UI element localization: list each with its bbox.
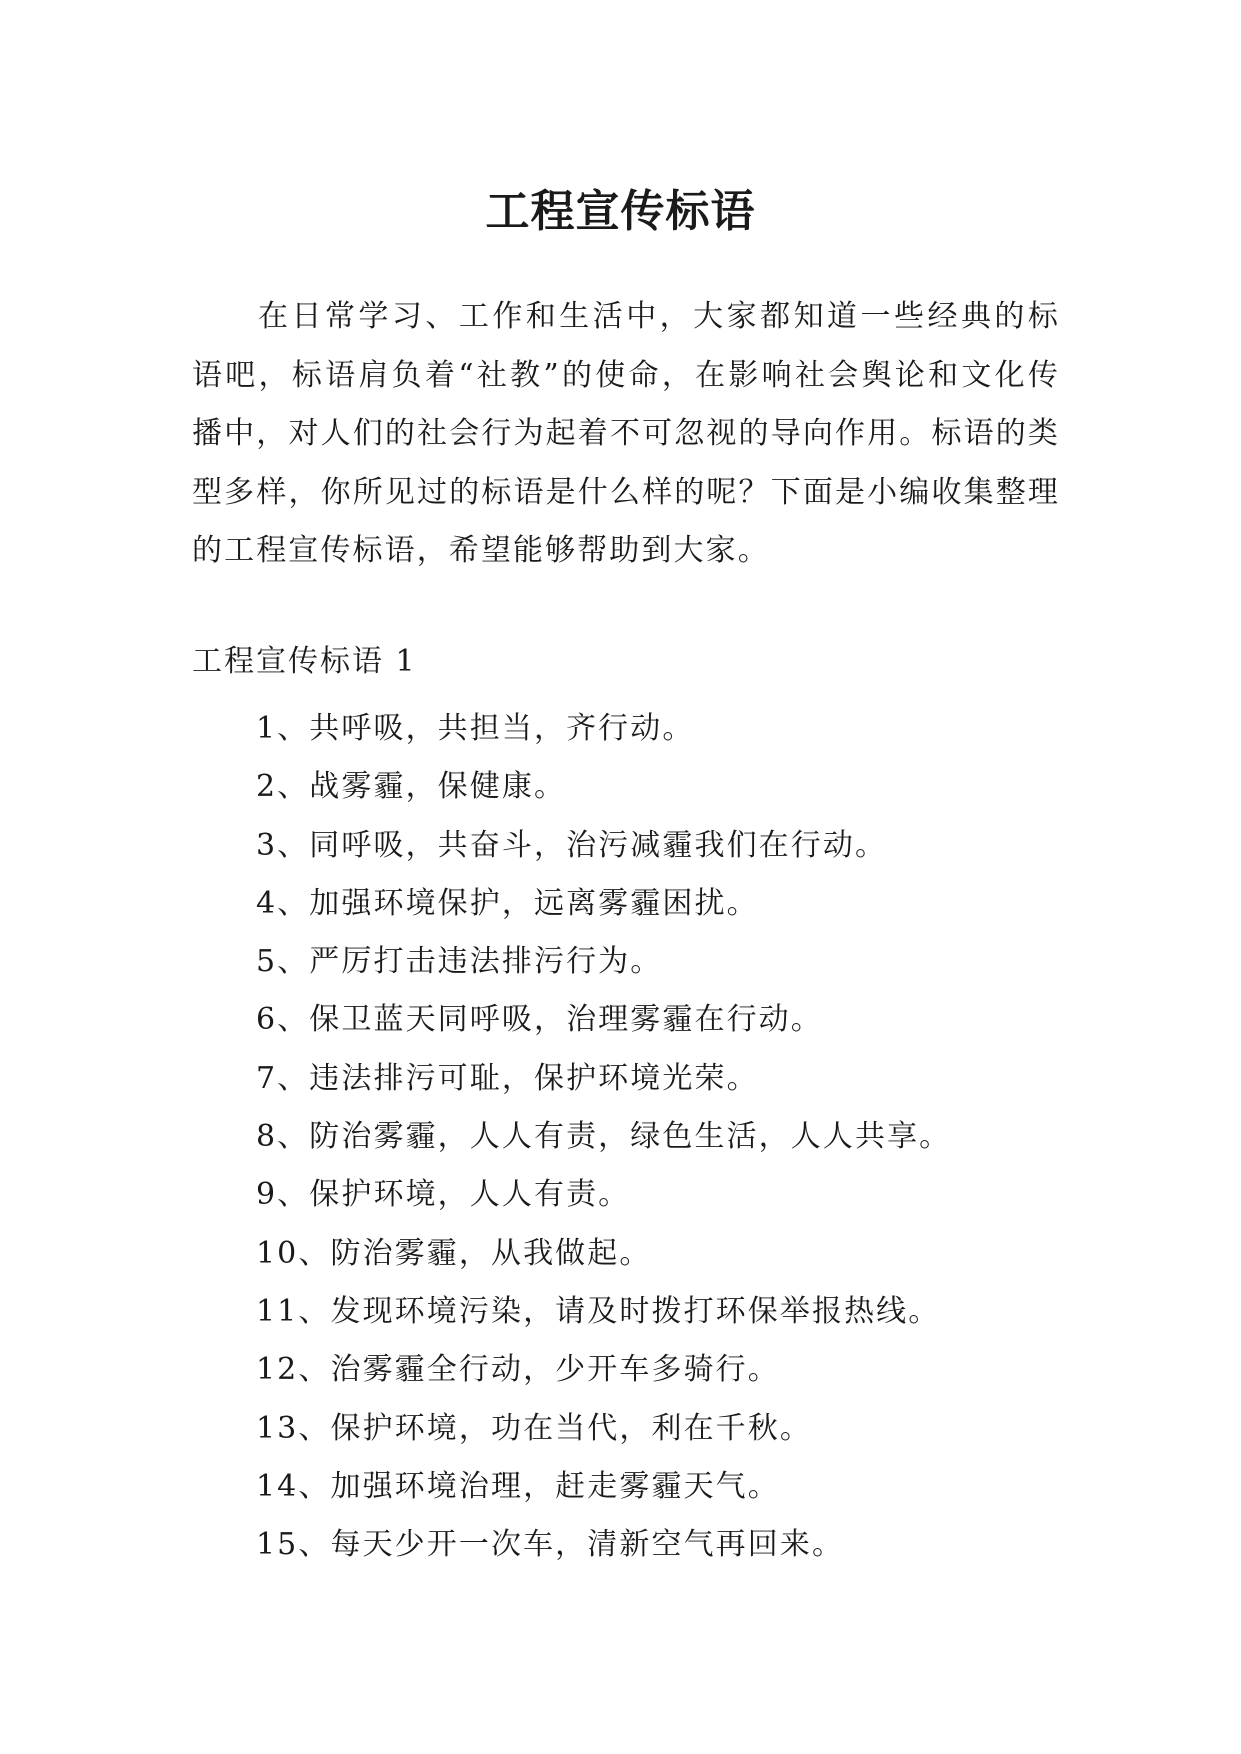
list-item: 1、共呼吸，共担当，齐行动。 (256, 711, 695, 746)
list-item: 11、发现环境污染，请及时拨打环保举报热线。 (256, 1293, 941, 1329)
list-item: 8、防治雾霾，人人有责，绿色生活，人人共享。 (256, 1119, 952, 1155)
list-item: 15、每天少开一次车，清新空气再回来。 (256, 1527, 845, 1563)
list-item: 2、战雾霾，保健康。 (256, 769, 567, 805)
section-heading: 工程宣传标语 1 (192, 644, 417, 679)
list-item: 7、违法排污可耻，保护环境光荣。 (256, 1060, 759, 1096)
list-item: 14、加强环境治理，赶走雾霾天气。 (256, 1468, 780, 1504)
list-item: 6、保卫蓝天同呼吸，治理雾霾在行动。 (256, 1002, 823, 1038)
intro-paragraph: 在日常学习、工作和生活中，大家都知道一些经典的标语吧，标语肩负着“社教”的使命，在影响社会舆论和文化传播中，对人们的社会行为起着不可忽视的导向作用。标语的类型多样，你所见过的标语是什么样的呢？下面是小编收集整理的工程宣传标语，希望能够帮助到大家。 (192, 299, 1060, 568)
list-item: 3、同呼吸，共奋斗，治污减霾我们在行动。 (256, 827, 888, 863)
list-item: 10、防治雾霾，从我做起。 (256, 1235, 652, 1271)
list-item: 4、加强环境保护，远离雾霾困扰。 (256, 885, 759, 921)
document-title: 工程宣传标语 (485, 186, 756, 238)
slogan-list (256, 700, 951, 1574)
list-item: 5、严厉打击违法排污行为。 (256, 944, 663, 980)
list-item: 13、保护环境，功在当代，利在千秋。 (256, 1410, 812, 1446)
list-item: 9、保护环境，人人有责。 (256, 1177, 631, 1213)
list-item: 12、治雾霾全行动，少开车多骑行。 (256, 1352, 780, 1388)
